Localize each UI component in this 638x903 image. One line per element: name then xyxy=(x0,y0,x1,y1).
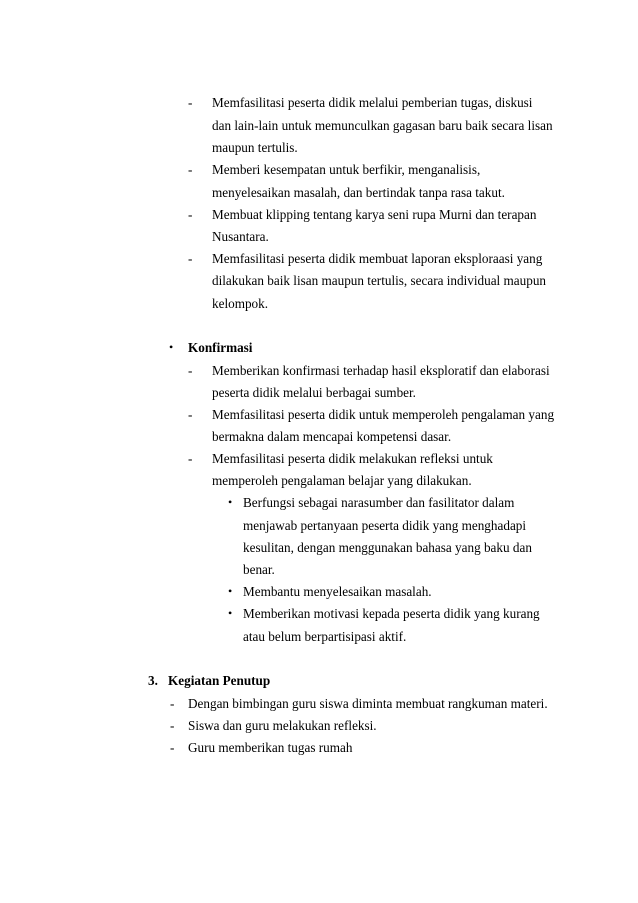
list-item-line: Memfasilitasi peserta didik melalui pemberian tugas, diskusi xyxy=(212,95,533,110)
list-item-line: Memfasilitasi peserta didik membuat laporan eksploraasi yang xyxy=(212,251,543,266)
bullet-icon: • xyxy=(169,340,174,354)
list-item-line: Memfasilitasi peserta didik untuk memperoleh pengalaman yang xyxy=(212,407,555,422)
list-item-line: Memberi kesempatan untuk berfikir, menganalisis, xyxy=(212,162,481,177)
list-item-line: Membuat klipping tentang karya seni rupa Murni dan terapan xyxy=(212,207,537,222)
section-heading-konfirmasi: Konfirmasi xyxy=(188,340,253,355)
list-item-line: dan lain-lain untuk memunculkan gagasan baru baik secara lisan xyxy=(212,118,553,133)
list-dash: - xyxy=(188,363,193,378)
sub-bullet-icon: • xyxy=(228,606,233,620)
list-item-line: memperoleh pengalaman belajar yang dilakukan. xyxy=(212,473,472,488)
list-item-line: Memfasilitasi peserta didik melakukan refleksi untuk xyxy=(212,451,493,466)
sub-list-item-line: Memberikan motivasi kepada peserta didik yang kurang xyxy=(243,606,540,621)
list-item-line: Nusantara. xyxy=(212,229,269,244)
list-item-line: Memberikan konfirmasi terhadap hasil eksploratif dan elaborasi xyxy=(212,363,550,378)
list-dash: - xyxy=(170,740,175,755)
list-dash: - xyxy=(188,207,193,222)
list-item-line: kelompok. xyxy=(212,296,269,311)
list-item: Siswa dan guru melakukan refleksi. xyxy=(188,718,377,733)
sub-list-item-line: atau belum berpartisipasi aktif. xyxy=(243,629,407,644)
list-dash: - xyxy=(188,407,193,422)
section-heading-penutup: Kegiatan Penutup xyxy=(168,673,271,688)
list-item-line: maupun tertulis. xyxy=(212,140,298,155)
list-dash: - xyxy=(170,718,175,733)
section-number: 3. xyxy=(148,673,158,688)
sub-list-item-line: kesulitan, dengan menggunakan bahasa yang baku dan xyxy=(243,540,532,555)
list-dash: - xyxy=(188,251,193,266)
list-item-line: dilakukan baik lisan maupun tertulis, secara individual maupun xyxy=(212,273,547,288)
list-item-line: bermakna dalam mencapai kompetensi dasar. xyxy=(212,429,452,444)
list-item-line: menyelesaikan masalah, dan bertindak tanpa rasa takut. xyxy=(212,185,505,200)
list-dash: - xyxy=(170,696,175,711)
sub-list-item-line: Berfungsi sebagai narasumber dan fasilitator dalam xyxy=(243,495,515,510)
list-item: Dengan bimbingan guru siswa diminta membuat rangkuman materi. xyxy=(188,696,548,711)
list-dash: - xyxy=(188,162,193,177)
list-item: Guru memberikan tugas rumah xyxy=(188,740,353,755)
sub-list-item-line: benar. xyxy=(243,562,275,577)
list-item-line: peserta didik melalui berbagai sumber. xyxy=(212,385,416,400)
sub-list-item-line: menjawab pertanyaan peserta didik yang menghadapi xyxy=(243,518,527,533)
list-dash: - xyxy=(188,95,193,110)
sub-bullet-icon: • xyxy=(228,495,233,509)
list-dash: - xyxy=(188,451,193,466)
sub-bullet-icon: • xyxy=(228,584,233,598)
sub-list-item-line: Membantu menyelesaikan masalah. xyxy=(243,584,432,599)
